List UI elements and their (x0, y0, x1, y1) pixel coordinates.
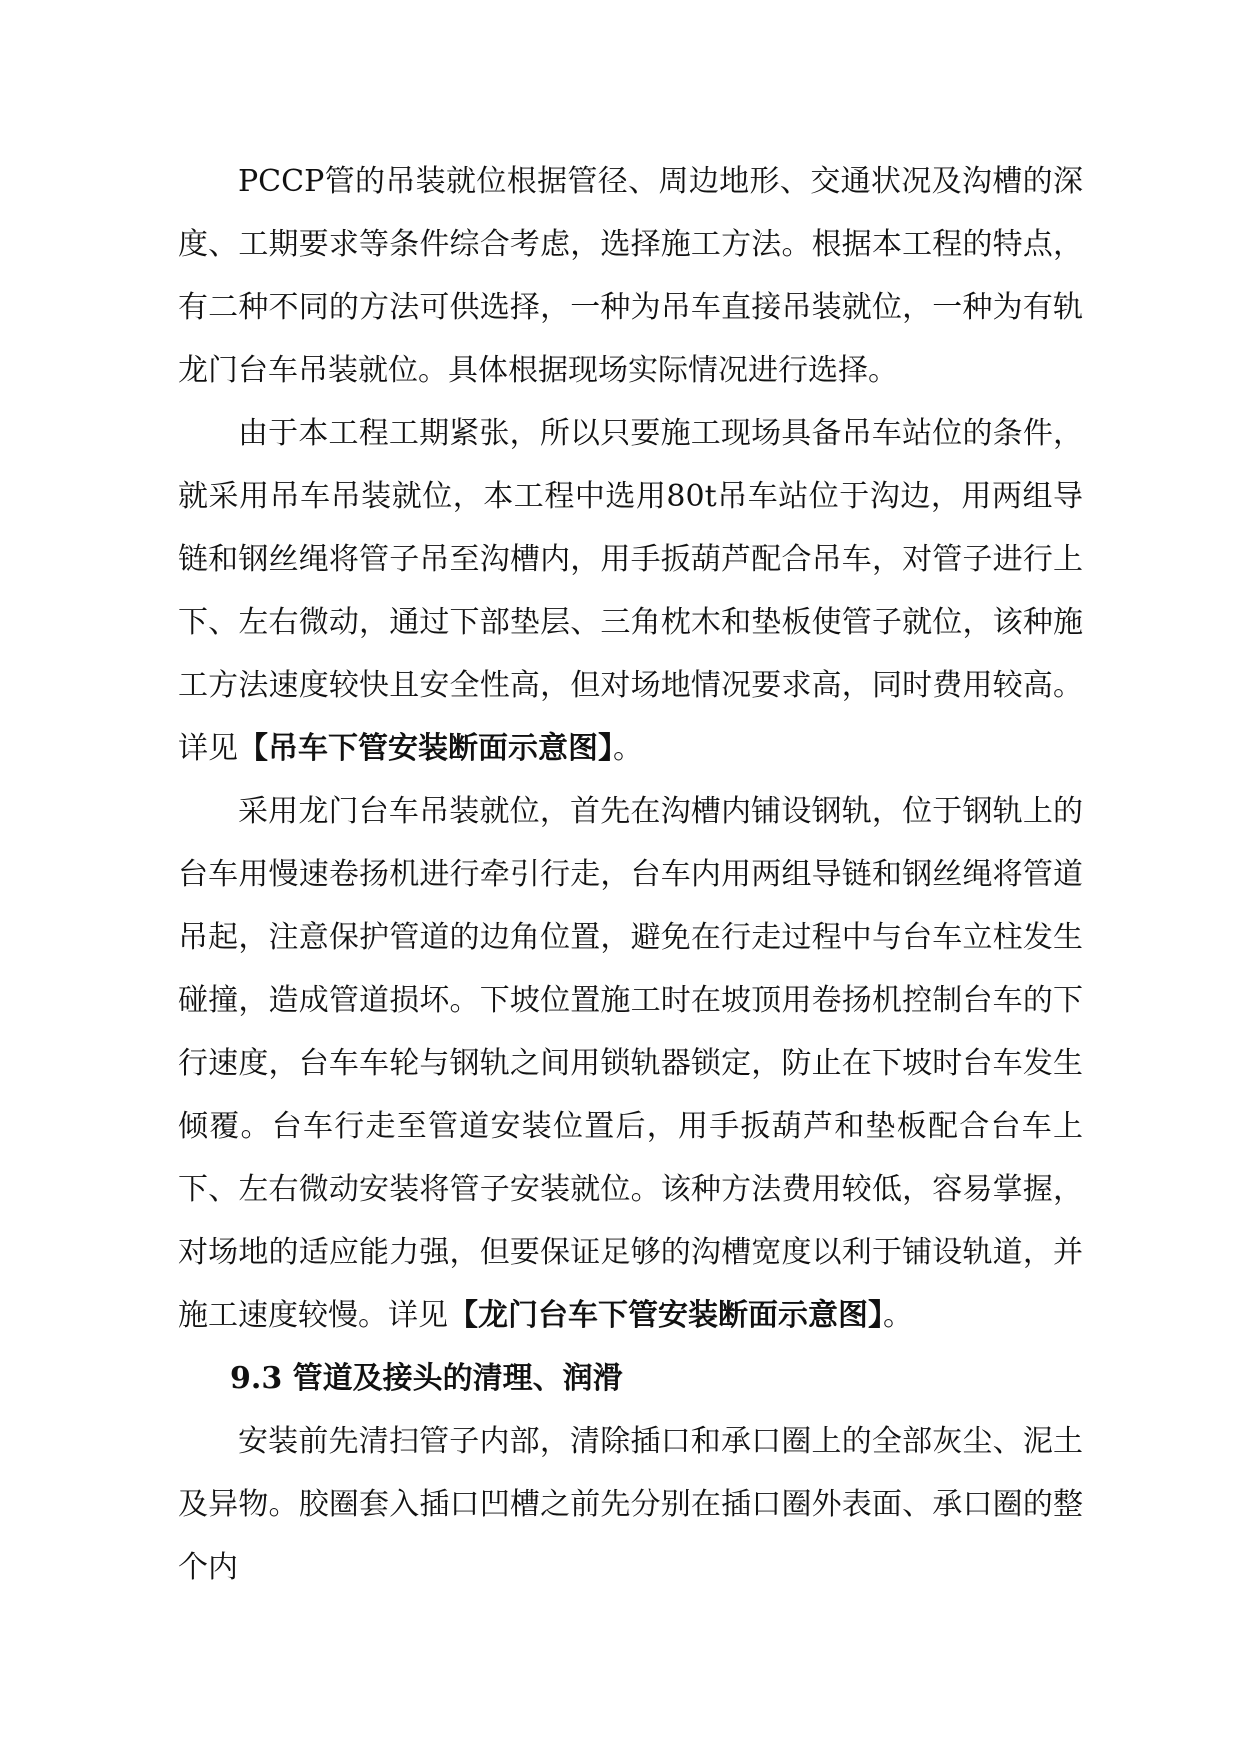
paragraph-text: 由于本工程工期紧张，所以只要施工现场具备吊车站位的条件，就采用吊车吊装就位，本工程中选用80t吊车站位于沟边，用两组导链和钢丝绳将管子吊至沟槽内，用手扳葫芦配合吊车，对管子进行上下、左右微动，通过下部垫层、三角枕木和垫板使管子就位，该种施工方法速度较快且安全性高，但对场地情况要求高，同时费用较高。详见 (178, 416, 1083, 766)
paragraph-tail: 。 (613, 731, 643, 766)
paragraph-gantry-method (178, 780, 1083, 1347)
paragraph-text: PCCP管的吊装就位根据管径、周边地形、交通状况及沟槽的深度、工期要求等条件综合考虑，选择施工方法。根据本工程的特点，有二种不同的方法可供选择，一种为吊车直接吊装就位，一种为有轨龙门台车吊装就位。具体根据现场实际情况进行选择。 (178, 164, 1083, 388)
paragraph-text: 安装前先清扫管子内部，清除插口和承口圈上的全部灰尘、泥土及异物。胶圈套入插口凹槽之前先分别在插口圈外表面、承口圈的整个内 (178, 1424, 1083, 1585)
figure-reference: 【龙门台车下管安装断面示意图】 (448, 1298, 883, 1333)
document-page (178, 150, 1083, 1599)
paragraph-crane-method (178, 402, 1083, 780)
paragraph-lifting-methods (178, 150, 1083, 402)
figure-reference: 【吊车下管安装断面示意图】 (238, 731, 613, 766)
paragraph-tail: 。 (883, 1298, 913, 1333)
paragraph-cleaning (178, 1410, 1083, 1599)
paragraph-text: 采用龙门台车吊装就位，首先在沟槽内铺设钢轨，位于钢轨上的台车用慢速卷扬机进行牵引行走，台车内用两组导链和钢丝绳将管道吊起，注意保护管道的边角位置，避免在行走过程中与台车立柱发生碰撞，造成管道损坏。下坡位置施工时在坡顶用卷扬机控制台车的下行速度，台车车轮与钢轨之间用锁轨器锁定，防止在下坡时台车发生倾覆。台车行走至管道安装位置后，用手扳葫芦和垫板配合台车上下、左右微动安装将管子安装就位。该种方法费用较低，容易掌握，对场地的适应能力强，但要保证足够的沟槽宽度以利于铺设轨道，并施工速度较慢。详见 (178, 794, 1083, 1333)
section-heading: 9.3 管道及接头的清理、润滑 (230, 1361, 623, 1396)
